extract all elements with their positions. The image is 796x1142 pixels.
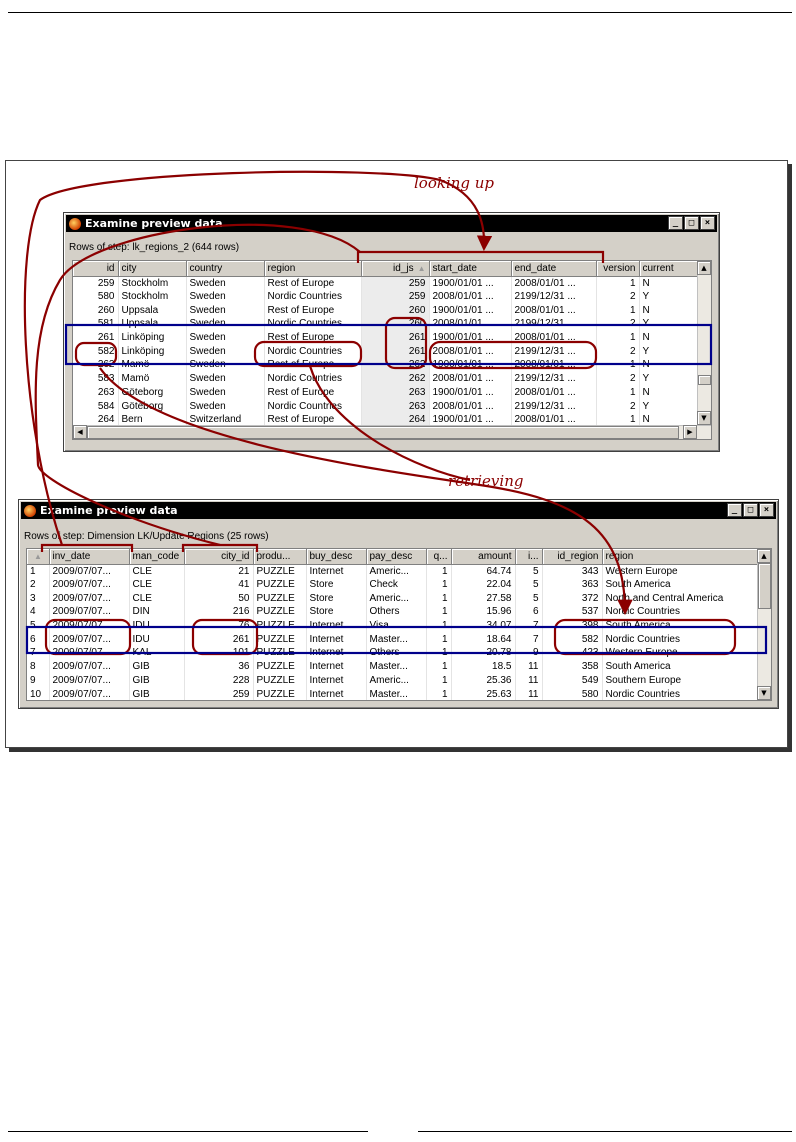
table-cell: Nordic Countries bbox=[264, 290, 361, 304]
table-cell: 1900/01/01 ... bbox=[429, 303, 511, 317]
table-cell: 6 bbox=[515, 605, 542, 619]
table-cell: Rest of Europe bbox=[264, 413, 361, 427]
table-cell: GIB bbox=[129, 660, 184, 674]
table-cell: South America bbox=[602, 660, 759, 674]
table-cell: Rest of Europe bbox=[264, 386, 361, 400]
table-cell: PUZZLE bbox=[253, 564, 306, 578]
table-cell: 21 bbox=[184, 564, 253, 578]
column-header[interactable]: id_region bbox=[542, 549, 602, 564]
table-cell: 7 bbox=[27, 646, 49, 660]
kettle-app-icon bbox=[69, 218, 81, 230]
table-cell: Mamö bbox=[118, 358, 186, 372]
table-cell: Others bbox=[366, 646, 426, 660]
scroll-right-icon[interactable]: ▶ bbox=[683, 425, 697, 439]
table-row[interactable] bbox=[27, 578, 759, 592]
column-header[interactable]: current bbox=[639, 261, 697, 276]
column-header[interactable]: city_id bbox=[184, 549, 253, 564]
table-cell: 228 bbox=[184, 674, 253, 688]
table-cell: 259 bbox=[73, 276, 118, 290]
table-cell: PUZZLE bbox=[253, 687, 306, 701]
table-cell: Sweden bbox=[186, 317, 264, 331]
table-cell: 2199/12/31 ... bbox=[511, 317, 596, 331]
table-cell: 2009/07/07... bbox=[49, 674, 129, 688]
table-cell: N bbox=[639, 331, 697, 345]
preview-window-output bbox=[18, 499, 779, 709]
table-cell: 6 bbox=[27, 632, 49, 646]
table-cell: 2008/01/01 ... bbox=[511, 276, 596, 290]
table-cell: 1 bbox=[426, 578, 451, 592]
table-cell: Rest of Europe bbox=[264, 358, 361, 372]
table-cell: 582 bbox=[542, 632, 602, 646]
table-cell: Internet bbox=[306, 646, 366, 660]
table-cell: Stockholm bbox=[118, 276, 186, 290]
retrieving-annotation: retrieving bbox=[448, 472, 524, 490]
table-cell: 537 bbox=[542, 605, 602, 619]
table-cell: 260 bbox=[361, 317, 429, 331]
table-cell: PUZZLE bbox=[253, 660, 306, 674]
table-row[interactable] bbox=[27, 564, 759, 578]
table-cell: Store bbox=[306, 605, 366, 619]
table-cell: 2 bbox=[596, 399, 639, 413]
table-row[interactable] bbox=[27, 646, 759, 660]
scroll-left-icon[interactable]: ◀ bbox=[73, 425, 87, 439]
column-header[interactable]: id_js ▲ bbox=[361, 261, 429, 276]
sort-ascending-icon: ▲ bbox=[417, 263, 426, 273]
table-cell: Others bbox=[366, 605, 426, 619]
table-cell: Master... bbox=[366, 632, 426, 646]
table-cell: 1 bbox=[596, 413, 639, 427]
table-cell: 582 bbox=[73, 344, 118, 358]
column-header[interactable]: inv_date bbox=[49, 549, 129, 564]
table-cell: N bbox=[639, 358, 697, 372]
table-cell: 1 bbox=[426, 591, 451, 605]
rows-of-step-label: Rows of step: Dimension LK/Update Regions (25 rows) bbox=[24, 531, 269, 542]
table-cell: 34.07 bbox=[451, 619, 515, 633]
table-cell: N bbox=[639, 386, 697, 400]
table-cell: N bbox=[639, 276, 697, 290]
table-cell: 1900/01/01 ... bbox=[429, 331, 511, 345]
column-header[interactable]: region bbox=[264, 261, 361, 276]
table-cell: 3 bbox=[27, 591, 49, 605]
table-row[interactable] bbox=[73, 331, 697, 345]
table-cell: 259 bbox=[361, 290, 429, 304]
window-title: Examine preview data bbox=[85, 217, 223, 230]
table-cell: PUZZLE bbox=[253, 591, 306, 605]
table-cell: Y bbox=[639, 317, 697, 331]
table-cell: 4 bbox=[27, 605, 49, 619]
table-cell: 2009/07/07... bbox=[49, 632, 129, 646]
table-cell: 1 bbox=[27, 564, 49, 578]
table-cell: 5 bbox=[515, 578, 542, 592]
table-cell: 2 bbox=[596, 290, 639, 304]
table-cell: 1 bbox=[426, 660, 451, 674]
table-cell: Store bbox=[306, 591, 366, 605]
table-cell: 259 bbox=[361, 276, 429, 290]
preview-grid[interactable] bbox=[26, 548, 772, 701]
table-cell: GIB bbox=[129, 674, 184, 688]
table-cell: 2008/01/01 ... bbox=[429, 344, 511, 358]
table-cell: 1 bbox=[596, 276, 639, 290]
table-cell: 2 bbox=[27, 578, 49, 592]
column-header[interactable]: i... bbox=[515, 549, 542, 564]
table-cell: 2008/01/01 ... bbox=[429, 290, 511, 304]
table-cell: 1900/01/01 ... bbox=[429, 276, 511, 290]
table-cell: 343 bbox=[542, 564, 602, 578]
table-cell: 259 bbox=[184, 687, 253, 701]
scroll-down-icon[interactable]: ▼ bbox=[757, 686, 771, 700]
table-cell: PUZZLE bbox=[253, 605, 306, 619]
table-cell: 2199/12/31 ... bbox=[511, 290, 596, 304]
table-cell: Americ... bbox=[366, 674, 426, 688]
table-cell: South America bbox=[602, 578, 759, 592]
table-cell: 264 bbox=[361, 413, 429, 427]
table-cell: 101 bbox=[184, 646, 253, 660]
table-cell: 1900/01/01 ... bbox=[429, 413, 511, 427]
table-row[interactable] bbox=[73, 290, 697, 304]
table-cell: 261 bbox=[361, 331, 429, 345]
table-cell: 1 bbox=[426, 632, 451, 646]
table-cell: Visa bbox=[366, 619, 426, 633]
window-titlebar[interactable] bbox=[21, 502, 776, 519]
table-row[interactable] bbox=[27, 674, 759, 688]
column-header[interactable]: city bbox=[118, 261, 186, 276]
table-cell: 2008/01/01 ... bbox=[429, 399, 511, 413]
column-header[interactable]: amount bbox=[451, 549, 515, 564]
table-cell: 549 bbox=[542, 674, 602, 688]
table-row[interactable] bbox=[73, 399, 697, 413]
table-row[interactable] bbox=[73, 276, 697, 290]
window-title: Examine preview data bbox=[40, 504, 178, 517]
table-cell: 27.58 bbox=[451, 591, 515, 605]
table-cell: Sweden bbox=[186, 303, 264, 317]
table-cell: 1 bbox=[596, 303, 639, 317]
column-header[interactable]: region bbox=[602, 549, 759, 564]
table-cell: DIN bbox=[129, 605, 184, 619]
table-cell: Master... bbox=[366, 660, 426, 674]
table-cell: IDU bbox=[129, 632, 184, 646]
column-header[interactable]: start_date bbox=[429, 261, 511, 276]
scroll-up-icon[interactable]: ▲ bbox=[697, 261, 711, 275]
table-cell: 7 bbox=[515, 619, 542, 633]
table-cell: Uppsala bbox=[118, 303, 186, 317]
table-cell: 2008/01/01 ... bbox=[511, 358, 596, 372]
table-cell: 2199/12/31 ... bbox=[511, 399, 596, 413]
column-header[interactable] bbox=[27, 549, 49, 564]
table-cell: 1900/01/01 ... bbox=[429, 358, 511, 372]
table-cell: PUZZLE bbox=[253, 578, 306, 592]
scroll-thumb[interactable] bbox=[698, 375, 711, 385]
table-cell: 363 bbox=[542, 578, 602, 592]
vertical-scrollbar[interactable] bbox=[757, 549, 771, 700]
table-cell: IDU bbox=[129, 619, 184, 633]
table-cell: Sweden bbox=[186, 372, 264, 386]
table-cell: 262 bbox=[73, 358, 118, 372]
table-cell: Switzerland bbox=[186, 413, 264, 427]
maximize-icon[interactable]: □ bbox=[743, 503, 758, 517]
table-cell: 398 bbox=[542, 619, 602, 633]
table-cell: 2008/01/01 ... bbox=[429, 317, 511, 331]
page-footer-rule-right bbox=[418, 1131, 792, 1132]
table-cell: Stockholm bbox=[118, 290, 186, 304]
table-cell: 18.5 bbox=[451, 660, 515, 674]
table-cell: Nordic Countries bbox=[264, 372, 361, 386]
table-cell: 261 bbox=[361, 344, 429, 358]
table-cell: Internet bbox=[306, 564, 366, 578]
table-cell: 2009/07/07... bbox=[49, 578, 129, 592]
table-cell: Rest of Europe bbox=[264, 331, 361, 345]
table-cell: 2199/12/31 ... bbox=[511, 344, 596, 358]
table-cell: Americ... bbox=[366, 564, 426, 578]
table-cell: 2 bbox=[596, 372, 639, 386]
column-header[interactable]: q... bbox=[426, 549, 451, 564]
table-cell: South America bbox=[602, 619, 759, 633]
table-cell: Sweden bbox=[186, 290, 264, 304]
table-cell: 5 bbox=[27, 619, 49, 633]
table-cell: 580 bbox=[542, 687, 602, 701]
table-row[interactable] bbox=[73, 372, 697, 386]
column-header[interactable]: produ... bbox=[253, 549, 306, 564]
table-cell: 2008/01/01 ... bbox=[511, 331, 596, 345]
table-cell: Linköping bbox=[118, 331, 186, 345]
table-cell: Bern bbox=[118, 413, 186, 427]
table-cell: Internet bbox=[306, 674, 366, 688]
table-cell: 1 bbox=[596, 358, 639, 372]
table-cell: 261 bbox=[184, 632, 253, 646]
table-row[interactable] bbox=[73, 303, 697, 317]
table-cell: 25.63 bbox=[451, 687, 515, 701]
table-cell: 1900/01/01 ... bbox=[429, 386, 511, 400]
table-cell: 2009/07/07... bbox=[49, 687, 129, 701]
close-icon[interactable]: × bbox=[759, 503, 774, 517]
sort-ascending-icon: ▲ bbox=[34, 551, 42, 561]
table-cell: 583 bbox=[73, 372, 118, 386]
table-cell: Sweden bbox=[186, 276, 264, 290]
table-cell: Sweden bbox=[186, 386, 264, 400]
page-footer-rule-left bbox=[8, 1131, 368, 1132]
table-row[interactable] bbox=[27, 619, 759, 633]
table-cell: PUZZLE bbox=[253, 646, 306, 660]
table-cell: Sweden bbox=[186, 344, 264, 358]
table-cell: 11 bbox=[515, 660, 542, 674]
table-cell: 2009/07/07... bbox=[49, 605, 129, 619]
table-row[interactable] bbox=[73, 344, 697, 358]
table-cell: Göteborg bbox=[118, 386, 186, 400]
horizontal-scroll-thumb[interactable] bbox=[87, 426, 679, 439]
table-cell: Master... bbox=[366, 687, 426, 701]
preview-window-lookup bbox=[63, 212, 720, 452]
table-cell: 260 bbox=[73, 303, 118, 317]
table-cell: Y bbox=[639, 290, 697, 304]
table-cell: 2008/01/01 ... bbox=[511, 303, 596, 317]
table-cell: Sweden bbox=[186, 331, 264, 345]
table-cell: Internet bbox=[306, 619, 366, 633]
table-cell: Internet bbox=[306, 632, 366, 646]
horizontal-scrollbar[interactable] bbox=[73, 425, 711, 439]
table-cell: 1 bbox=[426, 674, 451, 688]
table-cell: Sweden bbox=[186, 358, 264, 372]
table-cell: 76 bbox=[184, 619, 253, 633]
table-cell: 263 bbox=[73, 386, 118, 400]
table-cell: 581 bbox=[73, 317, 118, 331]
table-cell: Southern Europe bbox=[602, 674, 759, 688]
table-row[interactable] bbox=[73, 358, 697, 372]
table-cell: 372 bbox=[542, 591, 602, 605]
table-cell: 18.64 bbox=[451, 632, 515, 646]
table-cell: 25.36 bbox=[451, 674, 515, 688]
column-header[interactable]: end_date bbox=[511, 261, 596, 276]
table-cell: Sweden bbox=[186, 399, 264, 413]
page-header-rule bbox=[8, 12, 792, 13]
table-cell: 260 bbox=[361, 303, 429, 317]
table-cell: GIB bbox=[129, 687, 184, 701]
table-cell: Uppsala bbox=[118, 317, 186, 331]
preview-table bbox=[73, 261, 698, 427]
table-row[interactable] bbox=[73, 386, 697, 400]
table-row[interactable] bbox=[27, 605, 759, 619]
table-cell: 36 bbox=[184, 660, 253, 674]
table-cell: 584 bbox=[73, 399, 118, 413]
table-cell: 2009/07/07... bbox=[49, 591, 129, 605]
table-cell: Nordic Countries bbox=[264, 317, 361, 331]
table-cell: KAL bbox=[129, 646, 184, 660]
table-cell: CLE bbox=[129, 578, 184, 592]
table-cell: 1 bbox=[596, 386, 639, 400]
table-cell: Rest of Europe bbox=[264, 276, 361, 290]
table-cell: 50 bbox=[184, 591, 253, 605]
preview-table bbox=[27, 549, 760, 701]
table-cell: 264 bbox=[73, 413, 118, 427]
table-cell: Western Europe bbox=[602, 564, 759, 578]
table-cell: Americ... bbox=[366, 591, 426, 605]
table-cell: 5 bbox=[515, 564, 542, 578]
kettle-app-icon bbox=[24, 505, 36, 517]
table-cell: 20.78 bbox=[451, 646, 515, 660]
table-cell: PUZZLE bbox=[253, 619, 306, 633]
table-cell: 1 bbox=[426, 687, 451, 701]
table-row[interactable] bbox=[73, 317, 697, 331]
column-header[interactable]: man_code bbox=[129, 549, 184, 564]
window-titlebar[interactable] bbox=[66, 215, 717, 232]
table-cell: Internet bbox=[306, 660, 366, 674]
table-cell: 261 bbox=[73, 331, 118, 345]
table-cell: N bbox=[639, 303, 697, 317]
table-cell: Y bbox=[639, 399, 697, 413]
table-cell: Nordic Countries bbox=[602, 687, 759, 701]
table-cell: 10 bbox=[27, 687, 49, 701]
table-cell: 2008/01/01 ... bbox=[511, 386, 596, 400]
table-cell: 8 bbox=[27, 660, 49, 674]
table-cell: Store bbox=[306, 578, 366, 592]
table-cell: 5 bbox=[515, 591, 542, 605]
table-cell: 2 bbox=[596, 317, 639, 331]
table-cell: Linköping bbox=[118, 344, 186, 358]
table-cell: 7 bbox=[515, 632, 542, 646]
table-cell: Y bbox=[639, 344, 697, 358]
table-cell: 2009/07/07... bbox=[49, 646, 129, 660]
table-cell: 423 bbox=[542, 646, 602, 660]
vertical-scrollbar[interactable] bbox=[697, 261, 711, 425]
table-cell: Göteborg bbox=[118, 399, 186, 413]
table-cell: Nordic Countries bbox=[602, 632, 759, 646]
preview-grid[interactable] bbox=[72, 260, 712, 440]
table-cell: 11 bbox=[515, 687, 542, 701]
table-row[interactable] bbox=[27, 632, 759, 646]
table-row[interactable] bbox=[27, 591, 759, 605]
table-cell: 1 bbox=[426, 605, 451, 619]
scroll-down-icon[interactable]: ▼ bbox=[697, 411, 711, 425]
column-header[interactable]: country bbox=[186, 261, 264, 276]
table-cell: 64.74 bbox=[451, 564, 515, 578]
table-cell: 358 bbox=[542, 660, 602, 674]
table-cell: 15.96 bbox=[451, 605, 515, 619]
table-cell: CLE bbox=[129, 564, 184, 578]
table-cell: Nordic Countries bbox=[264, 344, 361, 358]
table-cell: Rest of Europe bbox=[264, 303, 361, 317]
minimize-icon[interactable]: _ bbox=[727, 503, 742, 517]
table-cell: CLE bbox=[129, 591, 184, 605]
table-cell: 9 bbox=[27, 674, 49, 688]
table-cell: N bbox=[639, 413, 697, 427]
table-cell: 11 bbox=[515, 674, 542, 688]
table-cell: 2 bbox=[596, 344, 639, 358]
rows-of-step-label: Rows of step: lk_regions_2 (644 rows) bbox=[69, 242, 240, 253]
table-cell: North and Central America bbox=[602, 591, 759, 605]
table-cell: 263 bbox=[361, 399, 429, 413]
table-cell: Nordic Countries bbox=[264, 399, 361, 413]
table-cell: 262 bbox=[361, 372, 429, 386]
table-cell: 1 bbox=[426, 564, 451, 578]
table-cell: 41 bbox=[184, 578, 253, 592]
scroll-up-icon[interactable]: ▲ bbox=[757, 549, 771, 563]
maximize-icon[interactable]: □ bbox=[684, 216, 699, 230]
table-cell: PUZZLE bbox=[253, 674, 306, 688]
table-cell: Check bbox=[366, 578, 426, 592]
table-cell: PUZZLE bbox=[253, 632, 306, 646]
table-cell: 263 bbox=[361, 386, 429, 400]
close-icon[interactable]: × bbox=[700, 216, 715, 230]
minimize-icon[interactable]: _ bbox=[668, 216, 683, 230]
column-header[interactable]: buy_desc bbox=[306, 549, 366, 564]
table-cell: 2009/07/07... bbox=[49, 619, 129, 633]
table-cell: 1 bbox=[426, 619, 451, 633]
table-cell: 22.04 bbox=[451, 578, 515, 592]
table-cell: 1 bbox=[596, 331, 639, 345]
column-header[interactable]: id bbox=[73, 261, 118, 276]
scroll-thumb[interactable] bbox=[758, 563, 771, 609]
looking-up-annotation: looking up bbox=[414, 174, 495, 192]
table-row[interactable] bbox=[27, 660, 759, 674]
column-header[interactable]: version bbox=[596, 261, 639, 276]
table-cell: 9 bbox=[515, 646, 542, 660]
table-cell: 262 bbox=[361, 358, 429, 372]
table-cell: 216 bbox=[184, 605, 253, 619]
column-header[interactable]: pay_desc bbox=[366, 549, 426, 564]
table-cell: Internet bbox=[306, 687, 366, 701]
table-cell: 2008/01/01 ... bbox=[429, 372, 511, 386]
table-cell: 2009/07/07... bbox=[49, 564, 129, 578]
table-cell: 2009/07/07... bbox=[49, 660, 129, 674]
table-cell: Nordic Countries bbox=[602, 605, 759, 619]
table-cell: Y bbox=[639, 372, 697, 386]
table-row[interactable] bbox=[27, 687, 759, 701]
table-cell: 1 bbox=[426, 646, 451, 660]
table-cell: 2008/01/01 ... bbox=[511, 413, 596, 427]
table-cell: 580 bbox=[73, 290, 118, 304]
table-cell: Mamö bbox=[118, 372, 186, 386]
table-cell: 2199/12/31 ... bbox=[511, 372, 596, 386]
table-cell: Western Europe bbox=[602, 646, 759, 660]
